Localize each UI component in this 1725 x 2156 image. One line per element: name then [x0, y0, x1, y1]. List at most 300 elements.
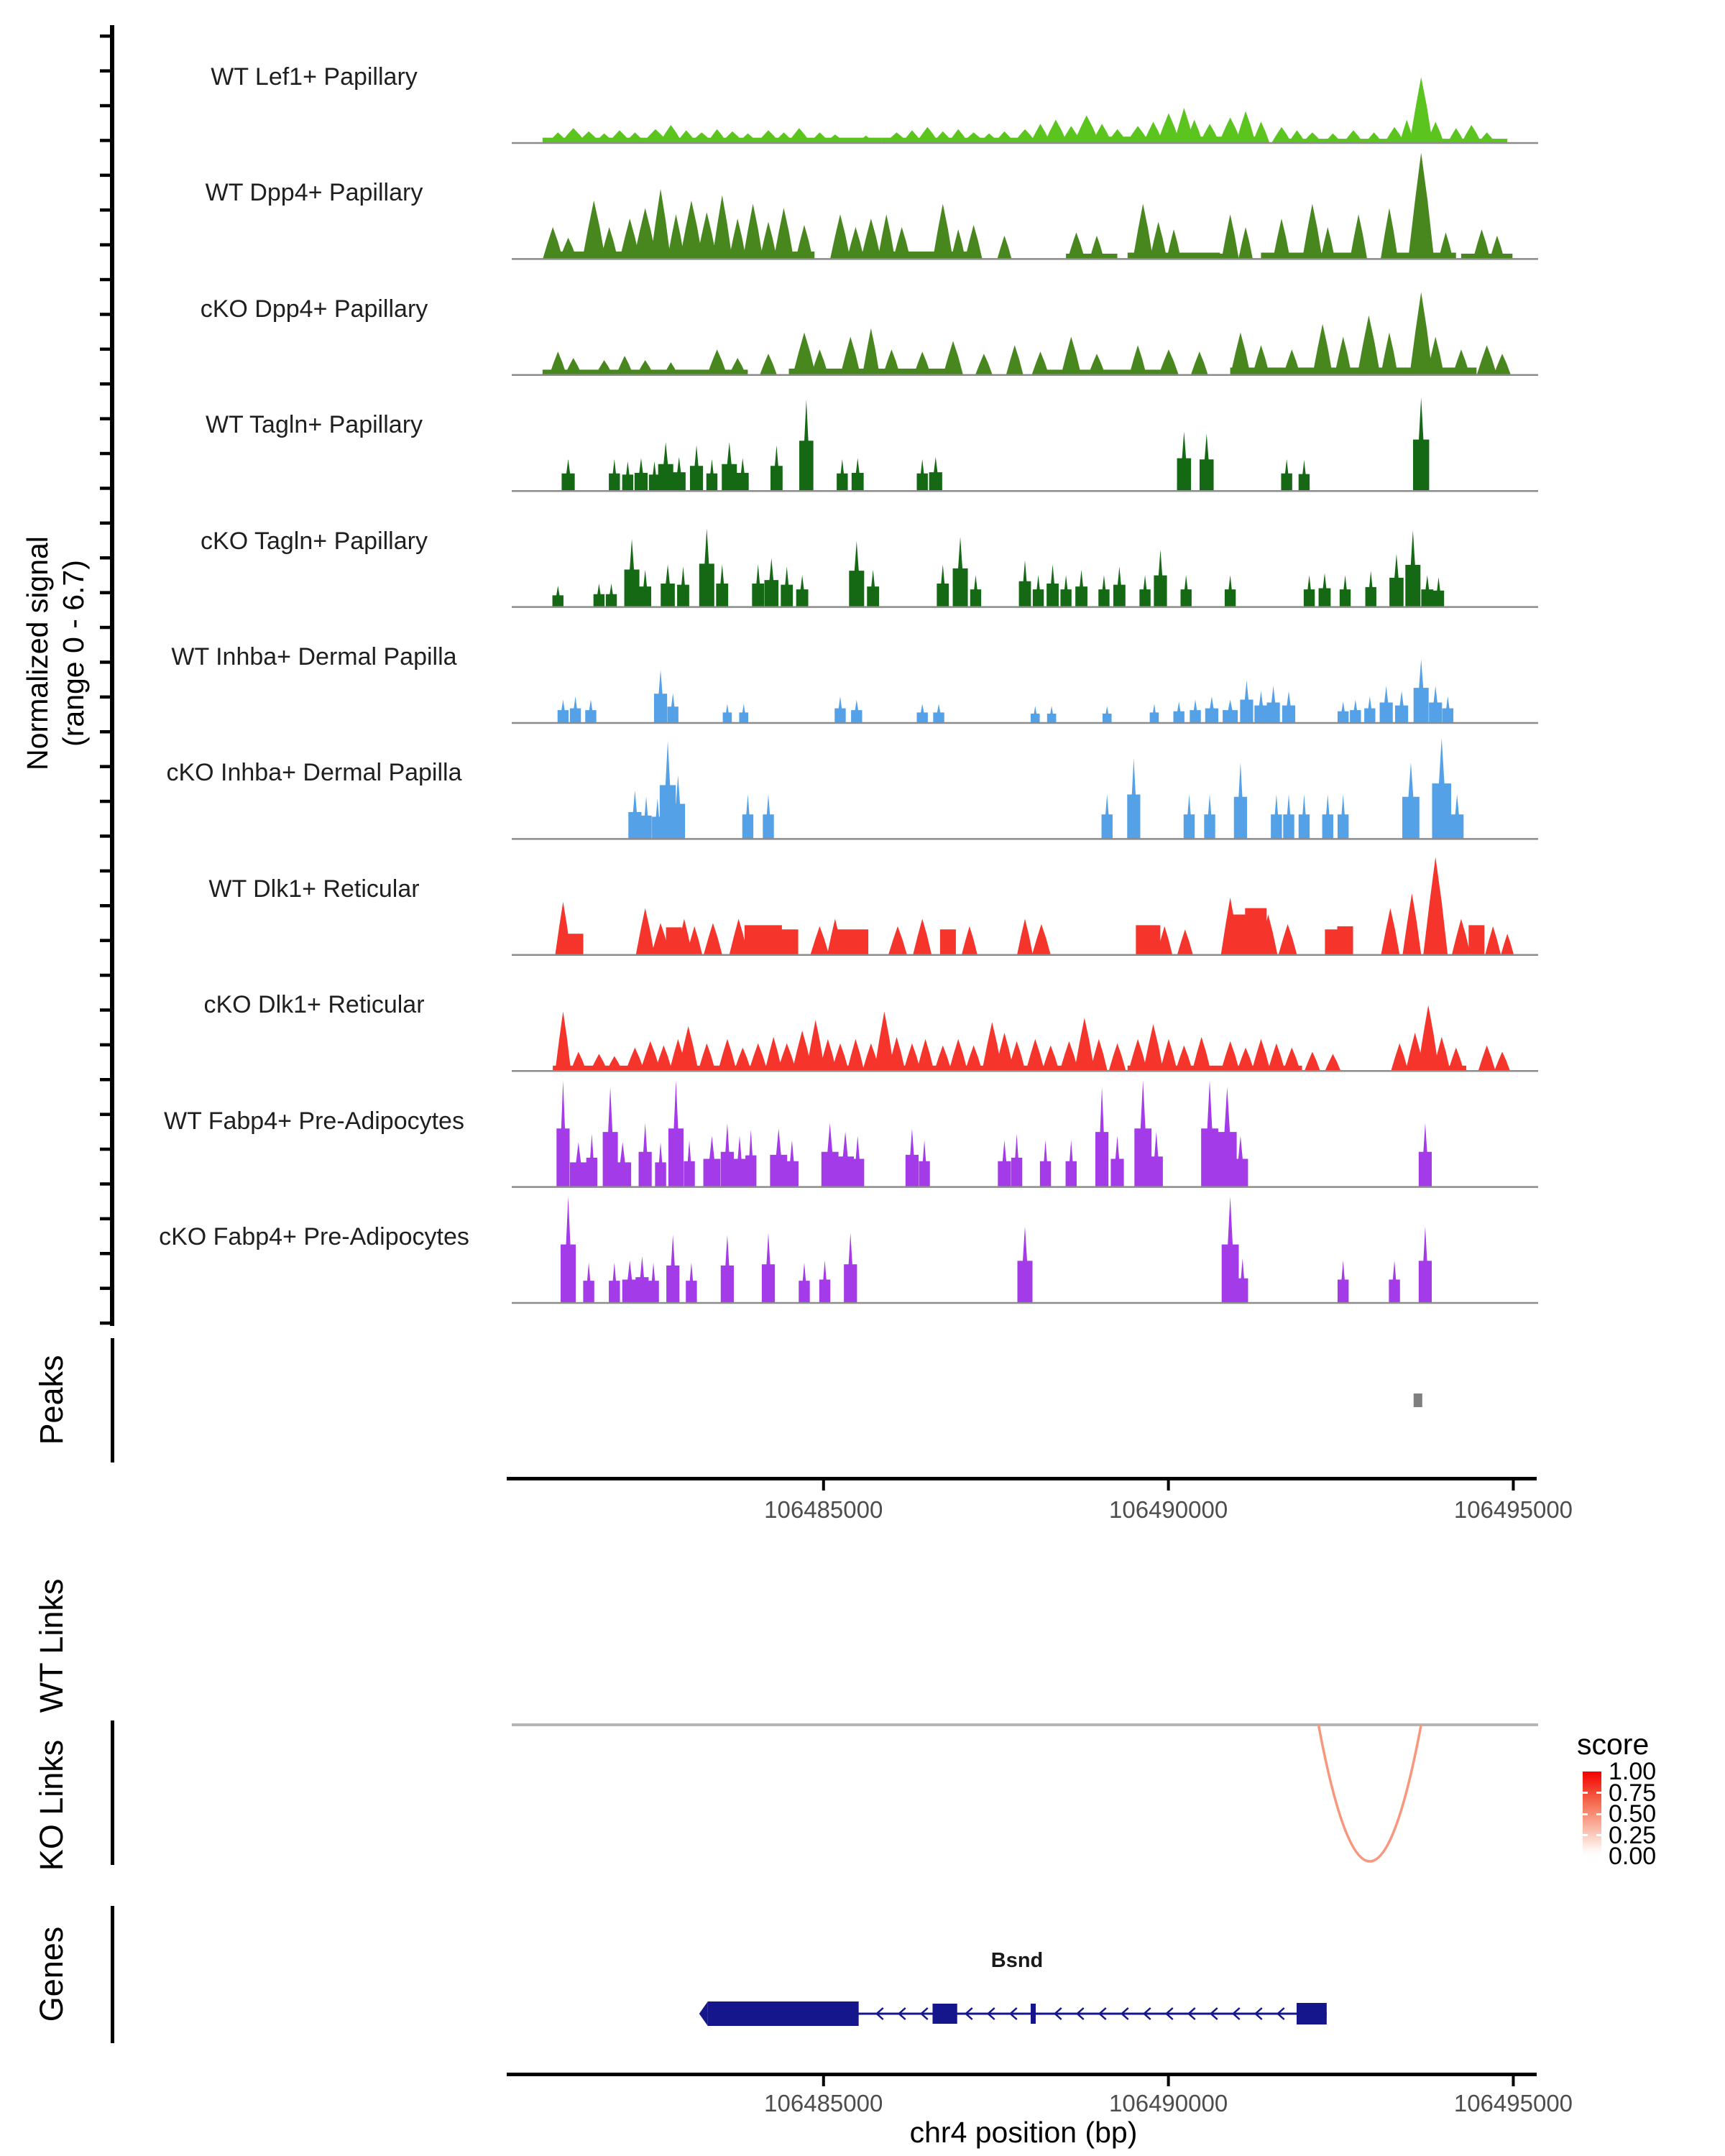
- signal-peak: [1448, 1048, 1464, 1072]
- signal-peak: [906, 1128, 919, 1187]
- signal-peak: [654, 670, 667, 723]
- signal-peak: [661, 564, 675, 607]
- signal-peak: [793, 333, 816, 375]
- signal-peak: [1159, 349, 1179, 375]
- signal-axis-tick: [100, 1148, 111, 1151]
- signal-axis-tick: [100, 348, 111, 351]
- legend-bar-tick: [1583, 1813, 1588, 1815]
- signal-peak: [690, 446, 703, 492]
- track-label: WT Fabp4+ Pre-Adipocytes: [164, 1107, 464, 1135]
- signal-peak: [819, 1261, 830, 1303]
- track-label: cKO Fabp4+ Pre-Adipocytes: [159, 1223, 469, 1250]
- signal-peak: [811, 349, 828, 375]
- genes-bracket: [111, 1906, 114, 2043]
- signal-axis-tick: [100, 834, 111, 838]
- track-label: WT Dlk1+ Reticular: [208, 875, 420, 903]
- signal-peak: [1271, 794, 1282, 839]
- signal-peak: [1338, 794, 1348, 839]
- signal-axis-tick: [100, 174, 111, 178]
- signal-peak: [1273, 218, 1290, 259]
- signal-peak: [1103, 706, 1112, 723]
- signal-peak: [949, 1039, 967, 1071]
- signal-axis-tick: [100, 104, 111, 108]
- axis-tick-label: 106495000: [1453, 2090, 1573, 2116]
- signal-peak: [760, 222, 777, 259]
- signal-peak: [1343, 130, 1363, 143]
- legend-bar-tick: [1596, 1834, 1601, 1836]
- signal-axis-tick: [100, 34, 111, 38]
- signal-peak: [742, 794, 753, 839]
- signal-axis-tick: [100, 1044, 111, 1047]
- signal-peak: [721, 1235, 734, 1303]
- signal-peak: [707, 349, 727, 375]
- signal-peak: [1127, 758, 1140, 839]
- signal-peak: [1302, 203, 1322, 259]
- signal-peak: [1031, 706, 1040, 723]
- signal-peak: [962, 926, 978, 955]
- signal-axis-tick: [100, 696, 111, 699]
- signal-peak: [1042, 1046, 1059, 1072]
- signal-peak: [940, 929, 956, 955]
- signal-peak: [1177, 431, 1192, 491]
- signal-peak: [888, 926, 907, 955]
- signal-axis-tick: [100, 139, 111, 142]
- signal-peak: [1405, 530, 1420, 607]
- signal-peak: [970, 575, 981, 607]
- signal-peak: [678, 1026, 699, 1071]
- signal-peak: [635, 1256, 648, 1303]
- signal-peak: [1238, 227, 1253, 259]
- signal-peak: [1319, 573, 1331, 607]
- signal-peak: [721, 1123, 734, 1187]
- signal-peak: [699, 528, 714, 607]
- signal-peak: [998, 1140, 1011, 1187]
- legend-tick-label: 0.00: [1609, 1843, 1657, 1870]
- signal-peak: [883, 349, 900, 375]
- signal-peak: [571, 1052, 586, 1072]
- signal-peak: [1067, 232, 1085, 259]
- signal-peak: [916, 1039, 934, 1071]
- signal-peak: [1205, 696, 1218, 723]
- signal-peak: [1234, 763, 1247, 839]
- signal-peak: [1075, 1018, 1095, 1071]
- y-axis-label: [19, 402, 94, 905]
- signal-peak: [1494, 354, 1511, 375]
- signal-peak: [737, 458, 749, 491]
- signal-peak: [867, 570, 879, 607]
- signal-peak: [1350, 699, 1361, 723]
- y-axis-label-line2: (range 0 - 6.7): [57, 560, 90, 747]
- signal-axis-tick: [100, 626, 111, 630]
- signal-peak: [655, 1046, 672, 1072]
- legend-tick-label: 0.50: [1609, 1800, 1657, 1828]
- signal-peak: [1066, 1140, 1077, 1187]
- signal-peak: [810, 926, 829, 955]
- signal-peak: [851, 699, 862, 723]
- signal-peak: [707, 459, 717, 491]
- signal-peak: [837, 929, 868, 955]
- signal-axis-tick: [100, 452, 111, 456]
- signal-peak: [1223, 699, 1238, 723]
- signal-peak: [1413, 397, 1429, 491]
- signal-peak: [799, 1263, 809, 1303]
- signal-axis-tick: [100, 1322, 111, 1325]
- signal-peak: [878, 214, 895, 259]
- signal-peak: [1221, 1041, 1240, 1071]
- signal-peak: [561, 1197, 576, 1303]
- genomic-axis-tick: [1512, 1480, 1514, 1491]
- signal-peak: [1201, 1081, 1218, 1187]
- signal-peak: [1033, 575, 1044, 607]
- signal-peak: [1478, 132, 1496, 143]
- signal-peak: [1240, 681, 1253, 723]
- signal-peak: [1423, 857, 1448, 955]
- gene-name-label: Bsnd: [990, 1949, 1044, 1972]
- signal-peak: [1282, 691, 1295, 723]
- signal-peak: [1026, 1039, 1044, 1071]
- signal-peak: [951, 229, 965, 259]
- signal-peak: [1144, 1024, 1164, 1071]
- signal-peak: [596, 360, 613, 375]
- signal-peak: [762, 1233, 775, 1303]
- signal-peak: [1335, 337, 1352, 375]
- track-label: WT Dpp4+ Papillary: [205, 179, 423, 207]
- signal-peak: [893, 227, 911, 259]
- signal-peak: [1150, 1132, 1163, 1187]
- peak-box: [1414, 1393, 1422, 1407]
- signal-peak: [1088, 354, 1105, 375]
- legend-tick-label: 0.75: [1609, 1779, 1657, 1807]
- signal-peak: [745, 925, 782, 954]
- signal-peak: [1452, 918, 1471, 954]
- signal-peak: [635, 458, 648, 491]
- signal-peak: [1450, 794, 1463, 839]
- signal-peak: [639, 570, 651, 607]
- gene-exon: [932, 2004, 957, 2024]
- signal-peak: [1139, 575, 1150, 607]
- signal-peak: [668, 1081, 684, 1187]
- signal-peak: [1102, 794, 1113, 839]
- signal-peak: [1350, 214, 1367, 259]
- signal-peak: [1453, 349, 1470, 375]
- signal-peak: [763, 794, 773, 839]
- signal-peak: [937, 564, 949, 607]
- signal-peak: [1433, 577, 1444, 607]
- signal-peak: [847, 1039, 864, 1071]
- genomic-axis-tick: [1167, 2076, 1170, 2086]
- signal-peak: [712, 195, 732, 259]
- signal-peak: [1129, 345, 1146, 374]
- signal-peak: [1408, 152, 1434, 259]
- signal-peak: [773, 208, 794, 259]
- signal-peak: [1192, 1037, 1211, 1071]
- signal-peak: [1432, 738, 1451, 839]
- signal-peak: [749, 1044, 768, 1071]
- signal-peak: [1419, 1123, 1432, 1187]
- legend-bar-tick: [1596, 1792, 1601, 1794]
- track-label: WT Tagln+ Papillary: [205, 411, 423, 439]
- signal-peak: [849, 541, 864, 607]
- signal-peak: [1409, 292, 1432, 374]
- signal-peak: [1046, 564, 1059, 607]
- signal-peak: [616, 356, 633, 375]
- signal-peak: [684, 1140, 694, 1187]
- signal-peak: [1381, 908, 1399, 955]
- signal-peak: [1304, 575, 1315, 607]
- signal-peak: [1429, 686, 1442, 723]
- signal-axis-tick: [100, 974, 111, 977]
- signal-peak: [628, 790, 641, 839]
- signal-peak: [862, 328, 880, 375]
- signal-peak: [788, 128, 811, 143]
- signal-axis-tick: [100, 1252, 111, 1256]
- signal-peak: [1299, 794, 1310, 839]
- track-label: WT Lef1+ Papillary: [211, 63, 418, 91]
- signal-peak: [639, 1123, 652, 1187]
- signal-peak: [913, 918, 932, 954]
- signal-peak: [560, 238, 577, 259]
- signal-peak: [965, 1046, 983, 1072]
- signal-peak: [729, 218, 746, 259]
- signal-peak: [917, 459, 928, 491]
- signal-peak: [1478, 1046, 1496, 1072]
- signal-peak: [1299, 460, 1310, 491]
- signal-peak: [745, 1130, 756, 1187]
- axis-tick-label: 106485000: [764, 1496, 883, 1523]
- signal-peak: [1320, 227, 1335, 259]
- signal-peak: [933, 704, 944, 723]
- signal-peak: [1006, 345, 1024, 374]
- signal-peak: [658, 442, 673, 491]
- signal-peak: [780, 929, 799, 955]
- genomic-axis-tick: [822, 2076, 825, 2086]
- signal-peak: [1019, 560, 1031, 607]
- signal-peak: [1180, 575, 1191, 607]
- signal-peak: [1236, 111, 1256, 143]
- signal-peak: [799, 400, 814, 491]
- signal-axis-tick: [100, 556, 111, 560]
- signal-peak: [830, 214, 850, 259]
- signal-peak: [943, 341, 963, 374]
- signal-peak: [1389, 554, 1404, 607]
- signal-peak: [1017, 918, 1033, 954]
- signal-axis-tick: [100, 730, 111, 734]
- signal-peak: [1251, 1039, 1270, 1071]
- signal-peak: [1113, 566, 1126, 607]
- signal-peak: [555, 1011, 571, 1071]
- legend-bar-tick: [1583, 1792, 1588, 1794]
- signal-peak: [997, 236, 1011, 259]
- signal-peak: [1340, 575, 1351, 607]
- signal-peak: [1322, 794, 1333, 839]
- signal-peak: [609, 1263, 620, 1303]
- signal-peak: [1011, 1134, 1022, 1187]
- signal-peak: [622, 461, 633, 491]
- signal-peak: [1395, 691, 1408, 723]
- x-axis-label: chr4 position (bp): [909, 2116, 1138, 2149]
- signal-peak: [625, 539, 640, 607]
- signal-peak: [1443, 696, 1453, 723]
- signal-peak: [1134, 1081, 1151, 1187]
- signal-peak: [1305, 1052, 1320, 1072]
- signal-peak: [1468, 925, 1484, 954]
- signal-peak: [1325, 1054, 1340, 1072]
- signal-peak: [929, 457, 942, 491]
- signal-axis-tick: [100, 487, 111, 490]
- track-label: cKO Dlk1+ Reticular: [203, 991, 425, 1019]
- signal-peak: [561, 459, 574, 491]
- signal-peak: [568, 934, 584, 955]
- signal-peak: [1136, 925, 1160, 954]
- signal-axis-tick: [100, 1078, 111, 1082]
- genomic-axis-line: [507, 2073, 1537, 2076]
- signal-axis-tick: [100, 382, 111, 386]
- signal-peak: [1047, 706, 1057, 723]
- signal-axis-tick: [100, 278, 111, 282]
- legend-bar-tick: [1583, 1834, 1588, 1836]
- signal-peak: [673, 457, 686, 491]
- signal-axis-tick: [100, 800, 111, 803]
- signal-peak: [844, 1233, 857, 1303]
- signal-peak: [1018, 1226, 1033, 1303]
- signal-peak: [1490, 236, 1504, 259]
- signal-peak: [558, 699, 569, 723]
- signal-peak: [1283, 794, 1294, 839]
- signal-peak: [1279, 924, 1297, 955]
- signal-peak: [1402, 893, 1421, 955]
- signal-peak: [1477, 345, 1497, 374]
- signal-peak: [1268, 1044, 1285, 1071]
- signal-peak: [601, 227, 618, 259]
- legend-bar-tick: [1596, 1813, 1601, 1815]
- signal-peak: [994, 132, 1014, 143]
- gene-end-tip: [699, 2001, 708, 2026]
- signal-peak: [1175, 1046, 1192, 1072]
- panel-label-peaks: Peaks: [33, 1355, 70, 1445]
- signal-peak: [1133, 203, 1153, 259]
- signal-peak: [565, 358, 582, 375]
- signal-peak: [1252, 345, 1269, 374]
- signal-peak: [1095, 1087, 1108, 1187]
- axis-tick-label: 106485000: [764, 2090, 883, 2116]
- signal-peak: [1448, 128, 1465, 143]
- signal-peak: [1222, 214, 1239, 259]
- genomic-axis-tick: [1167, 1480, 1170, 1491]
- signal-peak: [1040, 1140, 1051, 1187]
- signal-axis-tick: [100, 1286, 111, 1290]
- genomic-axis-line: [507, 1477, 1537, 1480]
- signal-peak: [1237, 1048, 1254, 1072]
- signal-peak: [1364, 696, 1375, 723]
- signal-peak: [1391, 1044, 1408, 1071]
- signal-peak: [1191, 351, 1208, 375]
- gene-exon: [708, 2001, 859, 2026]
- signal-peak: [1338, 1261, 1348, 1303]
- signal-peak: [1281, 459, 1292, 491]
- signal-peak: [1302, 132, 1322, 143]
- signal-peak: [1381, 208, 1398, 259]
- axis-tick-label: 106495000: [1453, 1496, 1573, 1523]
- signal-axis-tick: [100, 1182, 111, 1186]
- signal-peak: [739, 704, 748, 723]
- signal-peak: [637, 360, 654, 375]
- signal-peak: [1204, 794, 1215, 839]
- signal-peak: [1283, 1048, 1300, 1072]
- signal-peak: [586, 1134, 597, 1187]
- signal-peak: [953, 537, 968, 607]
- axis-tick-label: 106490000: [1109, 2090, 1228, 2116]
- track-label: cKO Dpp4+ Papillary: [200, 295, 428, 323]
- track-label: cKO Inhba+ Dermal Papilla: [166, 759, 462, 787]
- signal-peak: [1008, 1041, 1026, 1071]
- signal-peak: [553, 586, 564, 607]
- signal-peak: [582, 201, 605, 259]
- signal-peak: [585, 699, 596, 723]
- signal-peak: [1230, 333, 1251, 375]
- signal-peak: [1167, 229, 1181, 259]
- signal-peak: [1109, 1044, 1126, 1071]
- signal-peak: [666, 1235, 679, 1303]
- genomic-axis-tick: [822, 1480, 825, 1491]
- signal-peak: [1200, 433, 1214, 491]
- signal-peak: [917, 704, 928, 723]
- axis-tick-label: 106490000: [1109, 1496, 1228, 1523]
- signal-peak: [671, 775, 686, 839]
- signal-peak: [1098, 575, 1109, 607]
- signal-peak: [716, 564, 728, 607]
- signal-peak: [1414, 659, 1429, 723]
- signal-peak: [851, 1136, 864, 1187]
- signal-peak: [570, 696, 581, 723]
- signal-peak: [1338, 926, 1353, 955]
- signal-peak: [1324, 134, 1341, 143]
- signal-peak: [852, 458, 864, 491]
- signal-peak: [677, 566, 689, 607]
- peaks-bracket: [111, 1338, 114, 1462]
- legend-tick-label: 0.25: [1609, 1821, 1657, 1849]
- signal-peak: [1150, 222, 1167, 259]
- signal-peak: [1225, 575, 1236, 607]
- signal-peak: [1266, 686, 1279, 723]
- signal-peak: [1381, 333, 1398, 375]
- signal-peak: [1160, 1039, 1177, 1071]
- signal-peak: [704, 1136, 721, 1187]
- y-axis-label-line1: Normalized signal: [21, 536, 54, 770]
- signal-peak: [1031, 351, 1049, 375]
- signal-peak: [1090, 236, 1104, 259]
- signal-peak: [914, 351, 931, 375]
- signal-peak: [655, 1142, 666, 1187]
- signal-peak: [975, 354, 993, 375]
- signal-peak: [686, 1263, 696, 1303]
- signal-peak: [607, 1056, 622, 1071]
- signal-peak: [1150, 704, 1159, 723]
- signal-peak: [832, 1044, 849, 1071]
- signal-peak: [919, 1140, 929, 1187]
- signal-peak: [1288, 130, 1305, 143]
- signal-peak: [861, 218, 881, 259]
- signal-axis-tick: [100, 870, 111, 873]
- signal-peak: [1419, 1226, 1432, 1303]
- signal-peak: [822, 1123, 839, 1187]
- signal-peak: [847, 227, 864, 259]
- signal-peak: [723, 704, 732, 723]
- signal-peak: [606, 584, 617, 607]
- signal-peak: [667, 694, 678, 723]
- signal-peak: [1402, 763, 1420, 839]
- genomic-axis-tick: [1512, 2076, 1514, 2086]
- signal-peak: [722, 442, 737, 491]
